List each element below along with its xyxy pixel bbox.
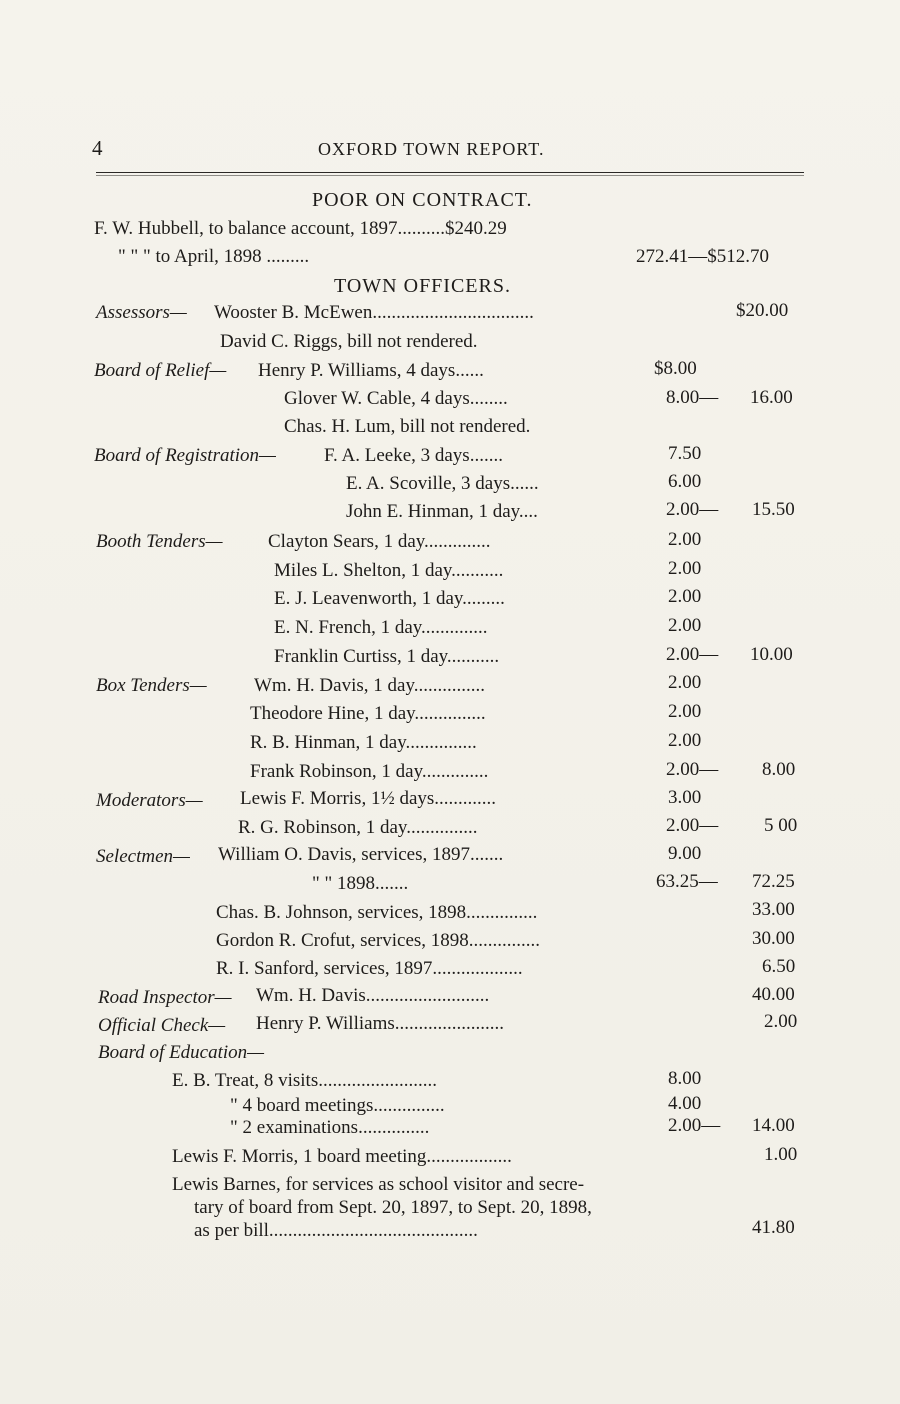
line-barnes-1: Lewis Barnes, for services as school visitor and secre- <box>172 1174 585 1195</box>
total-box-tenders: 8.00 <box>762 759 796 780</box>
line-treat-meetings: " 4 board meetings............... <box>230 1095 445 1116</box>
line-mcewen: Wooster B. McEwen.................................. <box>214 302 534 323</box>
total-treat: 14.00 <box>752 1115 795 1136</box>
amount-road-inspector: 40.00 <box>752 984 795 1005</box>
amount-morris-moderator: 3.00 <box>668 787 702 808</box>
line-riggs: David C. Riggs, bill not rendered. <box>220 331 478 352</box>
line-hinman-john: John E. Hinman, 1 day.... <box>346 501 538 522</box>
amount-crofut: 30.00 <box>752 928 795 949</box>
amount-sears: 2.00 <box>668 529 702 550</box>
label-road-inspector: Road Inspector— <box>98 987 232 1008</box>
hubbell-total: 272.41—$512.70 <box>636 246 769 267</box>
label-board-of-education: Board of Education— <box>98 1042 265 1063</box>
line-crofut: Gordon R. Crofut, services, 1898............... <box>216 930 541 951</box>
running-title: OXFORD TOWN REPORT. <box>318 139 545 159</box>
amount-treat-examinations: 2.00— <box>668 1115 721 1136</box>
line-hinman-rb: R. B. Hinman, 1 day............... <box>250 732 477 753</box>
page-number: 4 <box>92 136 103 160</box>
amount-curtiss: 2.00— <box>666 644 719 665</box>
line-curtiss: Franklin Curtiss, 1 day........... <box>274 646 500 667</box>
amount-official-check: 2.00 <box>764 1011 798 1032</box>
amount-williams: $8.00 <box>654 358 697 379</box>
amount-davis-1898: 63.25— <box>656 871 718 892</box>
line-hubbell-1898: " " " to April, 1898 ......... <box>118 246 310 267</box>
label-board-of-registration: Board of Registration— <box>94 445 276 466</box>
line-sears: Clayton Sears, 1 day.............. <box>268 531 491 552</box>
amount-shelton: 2.00 <box>668 558 702 579</box>
line-johnson: Chas. B. Johnson, services, 1898............... <box>216 902 538 923</box>
amount-hinman-rb: 2.00 <box>668 730 702 751</box>
line-leavenworth: E. J. Leavenworth, 1 day......... <box>274 588 505 609</box>
header-rule <box>96 172 804 173</box>
line-morris-board: Lewis F. Morris, 1 board meeting.................. <box>172 1146 512 1167</box>
header-rule-secondary <box>96 175 804 176</box>
total-davis: 72.25 <box>752 871 795 892</box>
amount-davis-1897: 9.00 <box>668 843 702 864</box>
line-robinson-frank: Frank Robinson, 1 day.............. <box>250 761 489 782</box>
label-booth-tenders: Booth Tenders— <box>96 531 223 552</box>
label-board-of-relief: Board of Relief— <box>94 360 227 381</box>
amount-hine: 2.00 <box>668 701 702 722</box>
amount-johnson: 33.00 <box>752 899 795 920</box>
line-french: E. N. French, 1 day.............. <box>274 617 488 638</box>
section-title-officers: TOWN OFFICERS. <box>334 275 511 297</box>
total-registration: 15.50 <box>752 499 795 520</box>
amount-barnes: 41.80 <box>752 1217 795 1238</box>
amount-scoville: 6.00 <box>668 471 702 492</box>
label-official-check: Official Check— <box>98 1015 226 1036</box>
line-treat-examinations: " 2 examinations............... <box>230 1117 430 1138</box>
amount-cable: 8.00— <box>666 387 719 408</box>
line-davis-road: Wm. H. Davis.......................... <box>256 985 490 1006</box>
label-assessors: Assessors— <box>96 302 187 323</box>
line-leeke: F. A. Leeke, 3 days....... <box>324 445 503 466</box>
total-moderators: 5 00 <box>764 815 798 836</box>
amount-french: 2.00 <box>668 615 702 636</box>
total-booth-tenders: 10.00 <box>750 644 793 665</box>
amount-hinman-john: 2.00— <box>666 499 719 520</box>
amount-robinson-rg: 2.00— <box>666 815 719 836</box>
line-barnes-3: as per bill............................................ <box>194 1220 478 1241</box>
line-davis-1897: William O. Davis, services, 1897....... <box>218 844 504 865</box>
amount-leavenworth: 2.00 <box>668 586 702 607</box>
line-lum: Chas. H. Lum, bill not rendered. <box>284 416 531 437</box>
amount-treat-meetings: 4.00 <box>668 1093 702 1114</box>
line-davis-box: Wm. H. Davis, 1 day............... <box>254 675 485 696</box>
amount-robinson-frank: 2.00— <box>666 759 719 780</box>
amount-davis-box: 2.00 <box>668 672 702 693</box>
amount-treat-visits: 8.00 <box>668 1068 702 1089</box>
line-sanford: R. I. Sanford, services, 1897................... <box>216 958 523 979</box>
line-williams-check: Henry P. Williams....................... <box>256 1013 504 1034</box>
line-robinson-rg: R. G. Robinson, 1 day............... <box>238 817 478 838</box>
amount-morris-board: 1.00 <box>764 1144 798 1165</box>
line-hine: Theodore Hine, 1 day............... <box>250 703 486 724</box>
line-shelton: Miles L. Shelton, 1 day........... <box>274 560 504 581</box>
amount-assessors: $20.00 <box>736 300 789 321</box>
line-treat-visits: E. B. Treat, 8 visits......................... <box>172 1070 437 1091</box>
amount-leeke: 7.50 <box>668 443 702 464</box>
line-davis-1898: " " 1898....... <box>312 873 409 894</box>
line-scoville: E. A. Scoville, 3 days...... <box>346 473 539 494</box>
line-williams: Henry P. Williams, 4 days...... <box>258 360 484 381</box>
line-barnes-2: tary of board from Sept. 20, 1897, to Sept. 20, 1898, <box>194 1197 592 1218</box>
label-box-tenders: Box Tenders— <box>96 675 207 696</box>
amount-sanford: 6.50 <box>762 956 796 977</box>
label-selectmen: Selectmen— <box>96 846 190 867</box>
total-relief: 16.00 <box>750 387 793 408</box>
line-cable: Glover W. Cable, 4 days........ <box>284 388 508 409</box>
label-moderators: Moderators— <box>96 790 203 811</box>
section-title-poor: POOR ON CONTRACT. <box>312 189 533 211</box>
line-morris-moderator: Lewis F. Morris, 1½ days............. <box>240 788 497 809</box>
line-hubbell-1897: F. W. Hubbell, to balance account, 1897..........$240.29 <box>94 218 507 239</box>
